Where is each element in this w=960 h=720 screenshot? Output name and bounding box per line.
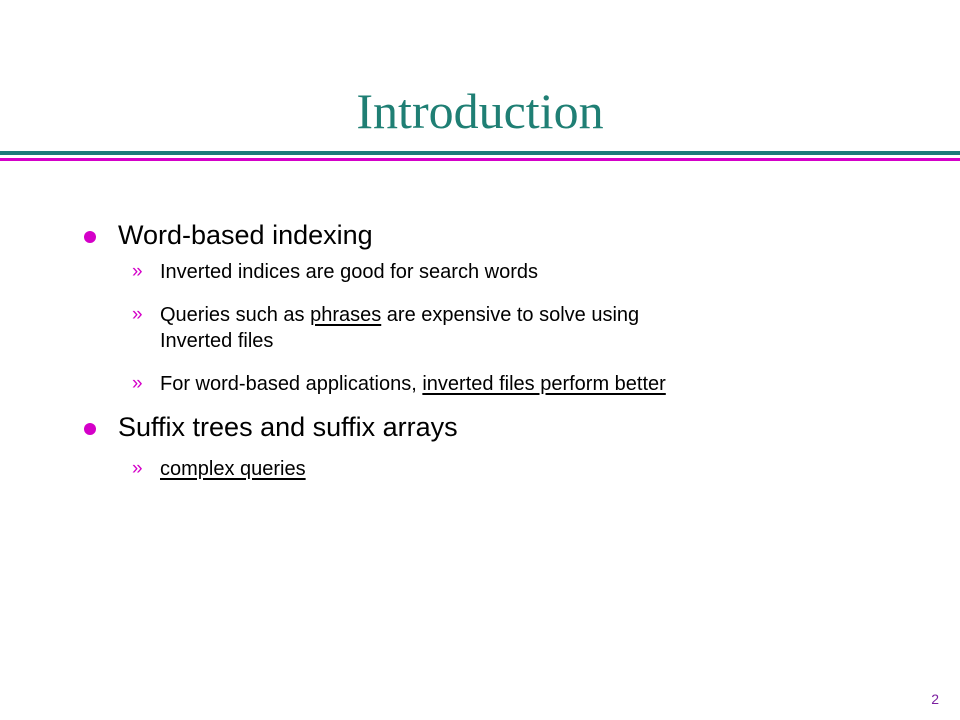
sub-bullet-complex-queries: [132, 456, 306, 482]
filled-circle-bullet-icon: [84, 423, 96, 435]
sub-bullet-marker: »: [132, 304, 143, 325]
title-rule-top: [0, 151, 960, 155]
sub-bullet-word-based-applications: [132, 371, 666, 397]
sub-bullet-text-pre: Queries such as: [160, 304, 311, 326]
sub-bullet-text-pre: For word-based applications,: [160, 373, 423, 395]
bullet-word-based-indexing: [118, 218, 373, 252]
filled-circle-bullet-icon: [84, 231, 96, 243]
sub-bullet-underlined-inverted-files: inverted files perform better: [422, 373, 666, 395]
sub-bullet-text-post: are expensive to solve using: [381, 304, 640, 326]
page-number: 2: [931, 691, 939, 707]
bullet-suffix-trees-arrays: [118, 410, 458, 444]
slide-title: Introduction: [356, 83, 604, 139]
sub-bullet-marker: »: [132, 458, 143, 479]
bullet-text: Word-based indexing: [118, 220, 373, 250]
sub-bullet-marker: »: [132, 261, 143, 282]
sub-bullet-queries-phrases: [132, 302, 640, 354]
sub-bullet-underlined-phrases: phrases: [310, 304, 382, 326]
sub-bullet-text: Inverted indices are good for search words: [160, 261, 538, 283]
sub-bullet-text-line2: Inverted files: [160, 330, 274, 352]
sub-bullet-underlined-complex-queries: complex queries: [160, 458, 306, 480]
title-rule-bottom: [0, 158, 960, 161]
sub-bullet-inverted-indices: [132, 259, 538, 285]
sub-bullet-marker: »: [132, 373, 143, 394]
bullet-text: Suffix trees and suffix arrays: [118, 412, 458, 442]
